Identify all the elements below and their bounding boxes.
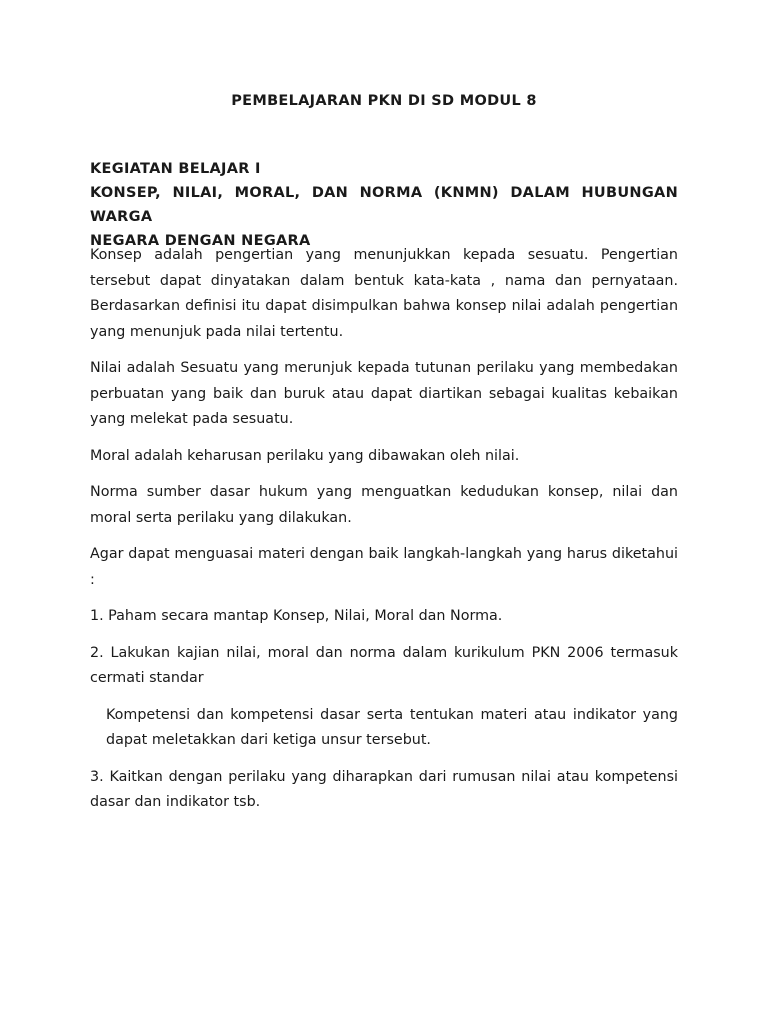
paragraph-konsep: Konsep adalah pengertian yang menunjukkan kepada sesuatu. Pengertian tersebut dapat dinyatakan dalam bentuk kata-kata , nama dan pernyataan. Berdasarkan definisi itu dapat disimpulkan bahwa konsep nilai adalah pengertian yang menunjuk pada nilai tertentu. xyxy=(90,247,678,340)
paragraph-nilai: Nilai adalah Sesuatu yang merunjuk kepada tutunan perilaku yang membedakan perbuatan yang baik dan buruk atau dapat diartikan sebagai kualitas kebaikan yang melekat pada sesuatu. xyxy=(90,360,678,427)
list-item-2-continuation: Kompetensi dan kompetensi dasar serta tentukan materi atau indikator yang dapat meletakkan dari ketiga unsur tersebut. xyxy=(106,706,678,748)
section-heading-line-3: NEGARA DENGAN NEGARA xyxy=(90,233,311,249)
list-item-3: 3. Kaitkan dengan perilaku yang diharapkan dari rumusan nilai atau kompetensi dasar dan indikator tsb. xyxy=(90,768,678,810)
list-item-2: 2. Lakukan kajian nilai, moral dan norma dalam kurikulum PKN 2006 termasuk cermati standar xyxy=(90,644,678,686)
section-heading-line-1: KEGIATAN BELAJAR I xyxy=(90,161,261,177)
section-heading xyxy=(90,157,678,253)
document-body xyxy=(90,243,678,827)
section-heading-line-2: KONSEP, NILAI, MORAL, DAN NORMA (KNMN) DALAM HUBUNGAN WARGA xyxy=(90,185,678,225)
document-page xyxy=(90,0,678,1024)
document-title: PEMBELAJARAN PKN DI SD MODUL 8 xyxy=(231,93,537,109)
list-item-1: 1. Paham secara mantap Konsep, Nilai, Moral dan Norma. xyxy=(90,608,503,624)
paragraph-moral: Moral adalah keharusan perilaku yang dibawakan oleh nilai. xyxy=(90,447,520,464)
paragraph-norma: Norma sumber dasar hukum yang menguatkan kedudukan konsep, nilai dan moral serta perilaku yang dilakukan. xyxy=(90,484,678,526)
paragraph-langkah-intro: Agar dapat menguasai materi dengan baik langkah-langkah yang harus diketahui : xyxy=(90,546,678,588)
